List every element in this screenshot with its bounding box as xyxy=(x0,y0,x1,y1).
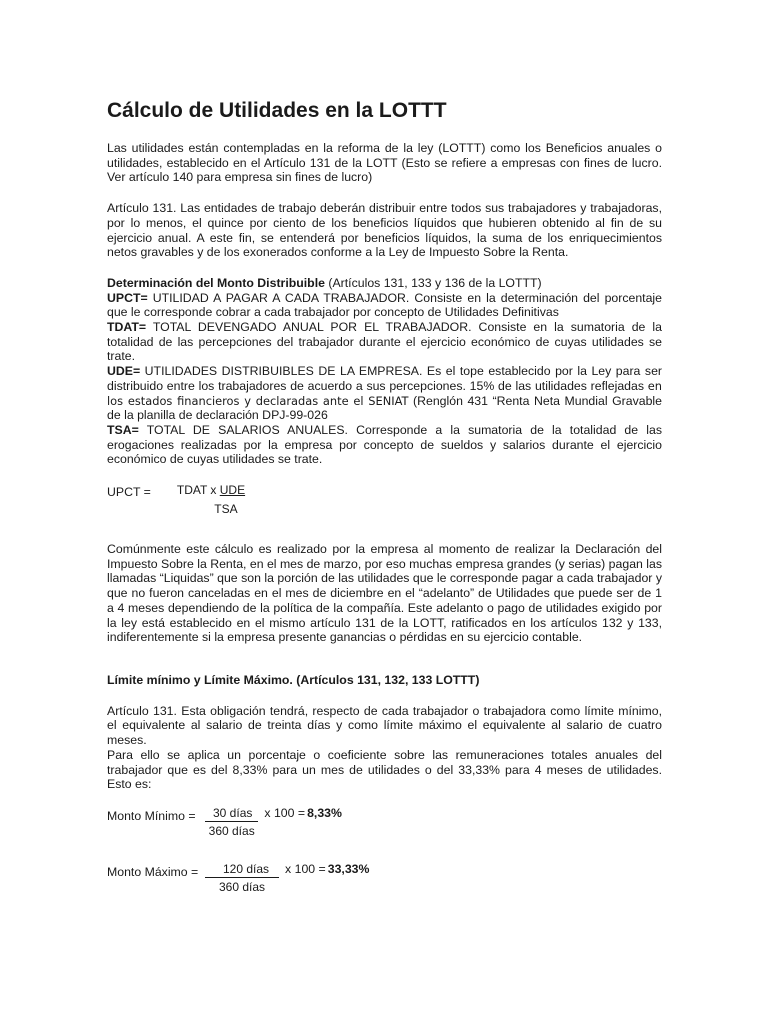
definition-term: UDE= xyxy=(107,364,141,379)
page-title: Cálculo de Utilidades en la LOTTT xyxy=(107,99,447,122)
formula-fraction xyxy=(173,483,249,516)
min-formula-fraction xyxy=(205,806,258,838)
numerator-part-underlined: UDE xyxy=(219,483,246,498)
definition-term: TDAT= xyxy=(107,320,147,335)
formula-label: UPCT = xyxy=(107,485,151,500)
definition-tdat xyxy=(107,320,662,364)
common-paragraph: Comúnmente este cálculo es realizado por la empresa al momento de realizar la Declaración del Impuesto Sobre la Renta, en el mes de marzo, por eso muchas empresa grandes (y serias) pagan las llamadas “Liquidas” que son la porción de las utilidades que le corresponde pagar a cada trabajador y que no fueron canceladas en el mes de diciembre en el “adelanto” de Utilidades que puede ser de 1 a 4 meses dependiendo de la política de la compañía. Este adelanto o pago de utilidades exigido por la ley está establecido en el mismo artículo 131 de la LOTT, ratificados en los artículos 132 y 133, indiferentemente si la empresa presente ganancias o pérdidas en su ejercicio contable. xyxy=(107,542,663,645)
min-result: 8,33% xyxy=(307,805,342,820)
definition-text: UTILIDADES DISTRIBUIBLES DE LA EMPRESA. Es el tope establecido por la Ley para ser distribuido entre los trabajadores de acuerdo a sus percepciones. 15% de las utilidades reflejadas xyxy=(107,364,662,393)
article-131-paragraph: Artículo 131. Las entidades de trabajo deberán distribuir entre todos sus trabajadores y trabajadoras, por lo menos, el quince por ciento de los beneficios líquidos que hubieren obtenido al fin de su ejercicio anual. A este fin, se entenderá por beneficios líquidos, la suma de los enriquecimientos netos gravables y de los exonerados conforme a la Ley de Impuesto Sobre la Renta. xyxy=(107,201,662,260)
definition-text: (Renglón 431 “Renta Neta Mundial Gravable xyxy=(408,393,663,408)
min-numerator: 30 días xyxy=(205,806,258,822)
determination-heading xyxy=(107,276,662,291)
definition-text: de la planilla de declaración DPJ-99-026 xyxy=(107,408,328,423)
formula-numerator xyxy=(173,483,249,498)
numerator-part: TDAT x xyxy=(176,483,220,498)
definition-text: TOTAL DE SALARIOS ANUALES. Corresponde a la sumatoria de la totalidad de las erogaciones realizadas por la empresa por concepto de sueldos y salarios durante el ejercicio económico de cuyas utilidades se trate. xyxy=(107,422,662,467)
upct-formula xyxy=(107,483,662,516)
max-formula-label: Monto Máximo = xyxy=(107,864,199,879)
max-numerator: 120 días xyxy=(205,862,279,878)
definition-text-serif: en los estados financieros y declaradas ante el SENIAT xyxy=(107,378,662,408)
formula-denominator: TSA xyxy=(214,502,238,517)
min-formula xyxy=(107,806,662,838)
min-multiplier: x 100 = xyxy=(264,805,306,820)
max-result: 33,33% xyxy=(327,861,370,876)
max-formula xyxy=(107,862,662,894)
document-content xyxy=(107,98,662,894)
max-multiplier: x 100 = xyxy=(285,861,326,876)
determination-heading-bold: Determinación del Monto Distribuible xyxy=(107,275,325,290)
definition-ude xyxy=(107,364,662,423)
max-formula-fraction xyxy=(205,862,279,894)
intro-paragraph: Las utilidades están contempladas en la reforma de la ley (LOTTT) como los Beneficios anuales o utilidades, establecido en el Artículo 131 de la LOTT (Esto se refiere a empresas con fines de lucro. Ver artículo 140 para empresa sin fines de lucro) xyxy=(107,141,662,185)
definition-term: TSA= xyxy=(107,422,139,437)
max-denominator: 360 días xyxy=(219,879,266,894)
definition-tsa xyxy=(107,423,662,467)
limits-article: Artículo 131. Esta obligación tendrá, respecto de cada trabajador o trabajadora como límite mínimo, el equivalente al salario de treinta días y como límite máximo el equivalente al salario de cuatro meses. xyxy=(107,703,662,748)
definition-text: TOTAL DEVENGADO ANUAL POR EL TRABAJADOR. Consiste en la sumatoria de la totalidad de las percepciones del trabajador durante el ejercicio económico de cuyas utilidades se trate. xyxy=(107,320,662,364)
limits-heading: Límite mínimo y Límite Máximo. (Artículos 131, 132, 133 LOTTT) xyxy=(107,672,480,687)
definition-text: UTILIDAD A PAGAR A CADA TRABAJADOR. Consiste en la determinación del porcentaje que le corresponde cobrar a cada trabajador por concepto de Utilidades Definitivas xyxy=(107,290,662,320)
definition-term: UPCT= xyxy=(107,290,148,305)
min-denominator: 360 días xyxy=(208,823,255,838)
min-formula-label: Monto Mínimo = xyxy=(107,808,196,823)
determination-heading-suffix: (Artículos 131, 133 y 136 de la LOTTT) xyxy=(324,275,542,290)
limits-paragraph: Para ello se aplica un porcentaje o coeficiente sobre las remuneraciones totales anuales del trabajador que es del 8,33% para un mes de utilidades o del 33,33% para 4 meses de utilidades. Esto es: xyxy=(107,747,662,792)
definition-upct xyxy=(107,291,662,320)
